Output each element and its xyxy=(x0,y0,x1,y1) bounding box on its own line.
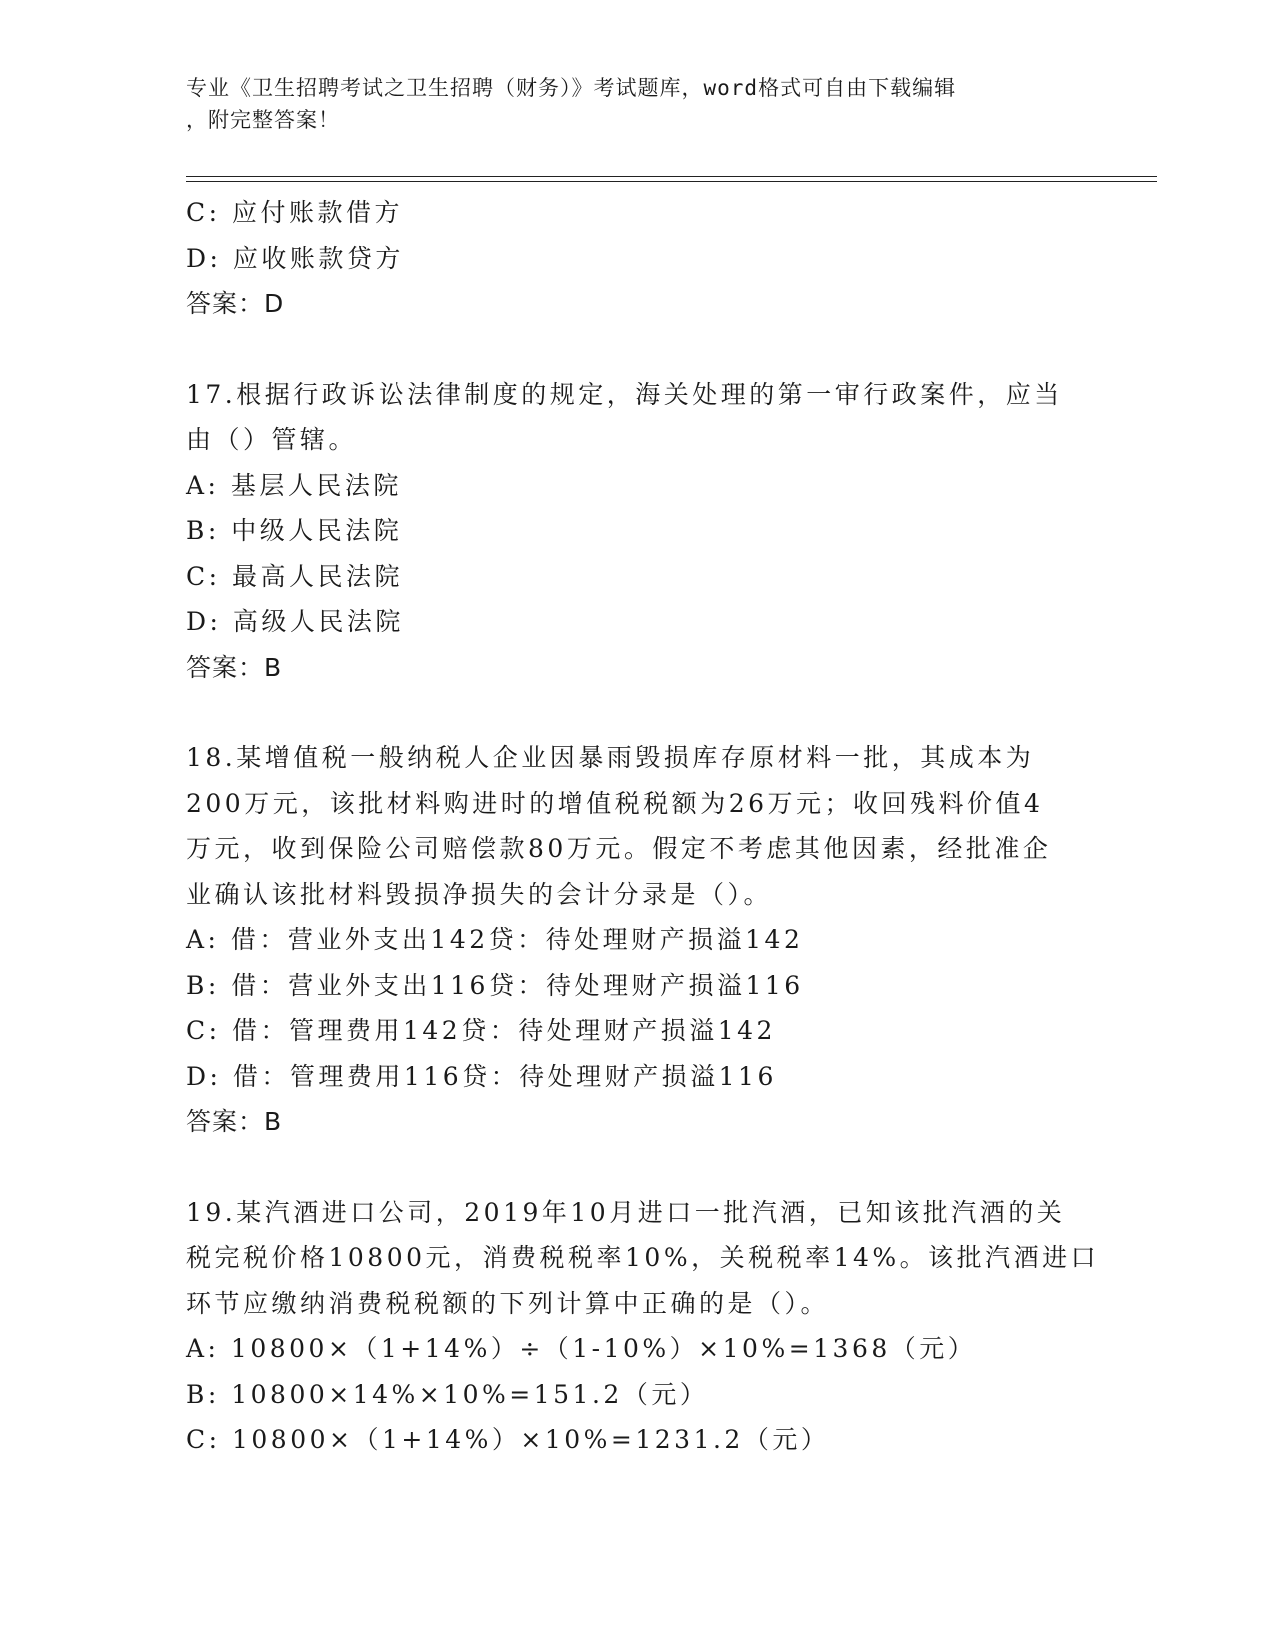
question-stem-line: 18.某增值税一般纳税人企业因暴雨毁损库存原材料一批，其成本为 xyxy=(186,743,1035,772)
question-17 xyxy=(186,372,1086,691)
option-a: A: 借：营业外支出142贷：待处理财产损溢142 xyxy=(186,925,804,954)
question-list xyxy=(186,190,1100,1463)
question-stem-line: 税完税价格10800元，消费税税率10%，关税税率14%。该批汽酒进口 xyxy=(186,1243,1100,1272)
question-stem-line: 19.某汽酒进口公司，2019年10月进口一批汽酒，已知该批汽酒的关 xyxy=(186,1197,1066,1227)
question-stem-line: 200万元，该批材料购进时的增值税税额为26万元；收回残料价值4 xyxy=(186,788,1044,818)
answer: 答案：B xyxy=(186,1107,283,1136)
header-divider-top xyxy=(186,176,1157,177)
question-stem-line: 环节应缴纳消费税税额的下列计算中正确的是（）。 xyxy=(186,1288,830,1318)
option-c: C: 借：管理费用142贷：待处理财产损溢142 xyxy=(186,1016,776,1045)
answer: 答案：B xyxy=(186,652,283,682)
option-c: C: 最高人民法院 xyxy=(186,561,403,591)
answer: 答案：D xyxy=(186,289,285,318)
header-divider-bottom xyxy=(186,181,1157,182)
question-stem-line: 万元，收到保险公司赔偿款80万元。假定不考虑其他因素，经批准企 xyxy=(186,834,1052,863)
option-a: A: 10800×（1+14%）÷（1-10%）×10%=1368（元） xyxy=(186,1334,977,1363)
question-19 xyxy=(186,1190,1100,1463)
question-stem-line: 业确认该批材料毁损净损失的会计分录是（）。 xyxy=(186,879,773,909)
question-16-tail xyxy=(186,190,1086,327)
document-header xyxy=(186,72,1086,136)
option-d: D: 应收账款贷方 xyxy=(186,243,404,273)
option-a: A: 基层人民法院 xyxy=(186,470,402,500)
spacer xyxy=(186,690,1086,735)
option-b: B: 借：营业外支出116贷：待处理财产损溢116 xyxy=(186,970,804,1000)
question-18 xyxy=(186,735,1086,1145)
question-stem-line: 由（）管辖。 xyxy=(186,425,358,454)
option-b: B: 中级人民法院 xyxy=(186,516,403,545)
option-b: B: 10800×14%×10%=151.2（元） xyxy=(186,1379,709,1409)
header-line-2: ，附完整答案！ xyxy=(186,108,340,132)
option-d: D: 借：管理费用116贷：待处理财产损溢116 xyxy=(186,1061,777,1091)
header-line-1: 专业《卫生招聘考试之卫生招聘（财务）》考试题库，word格式可自由下载编辑 xyxy=(186,76,957,100)
question-stem-line: 17.根据行政诉讼法律制度的规定，海关处理的第一审行政案件，应当 xyxy=(186,379,1063,409)
option-d: D: 高级人民法院 xyxy=(186,607,404,636)
option-c: C: 应付账款借方 xyxy=(186,198,403,227)
spacer xyxy=(186,1145,1086,1190)
spacer xyxy=(186,327,1086,372)
option-c: C: 10800×（1+14%）×10%=1231.2（元） xyxy=(186,1425,830,1454)
